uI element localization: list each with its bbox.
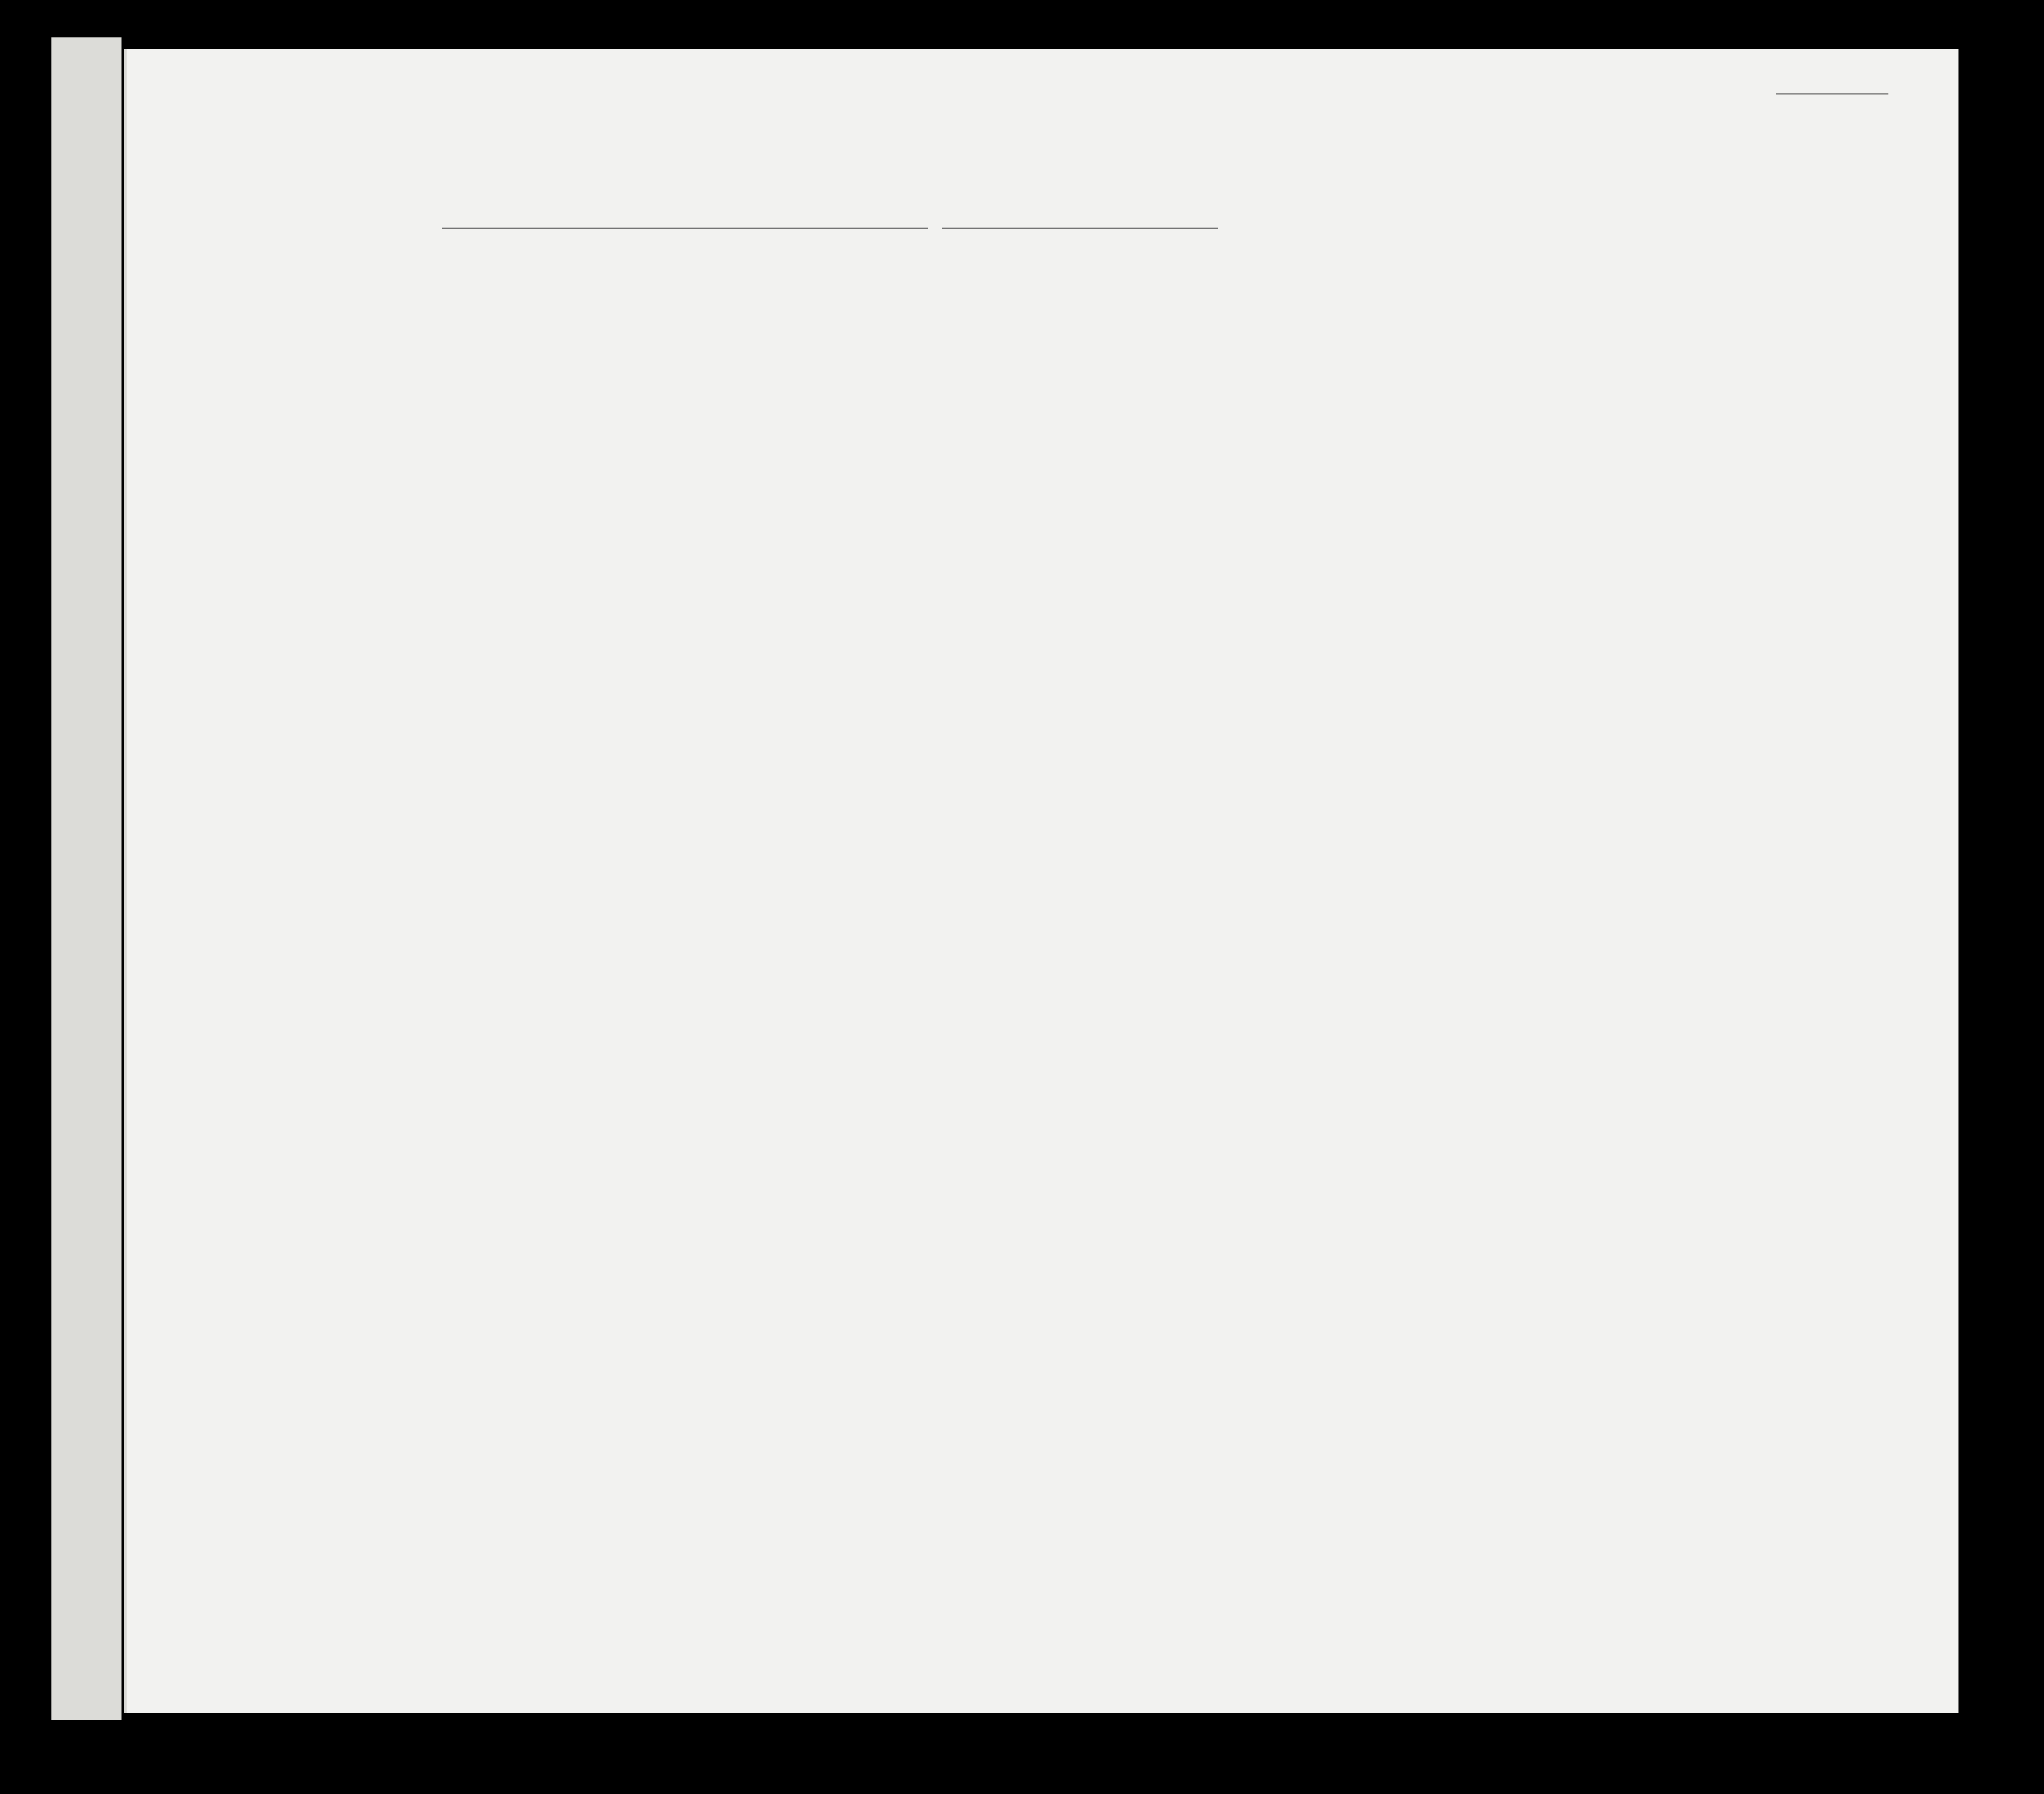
left-page-strip: [51, 37, 121, 1720]
manifest-sheet: [124, 49, 1958, 1713]
